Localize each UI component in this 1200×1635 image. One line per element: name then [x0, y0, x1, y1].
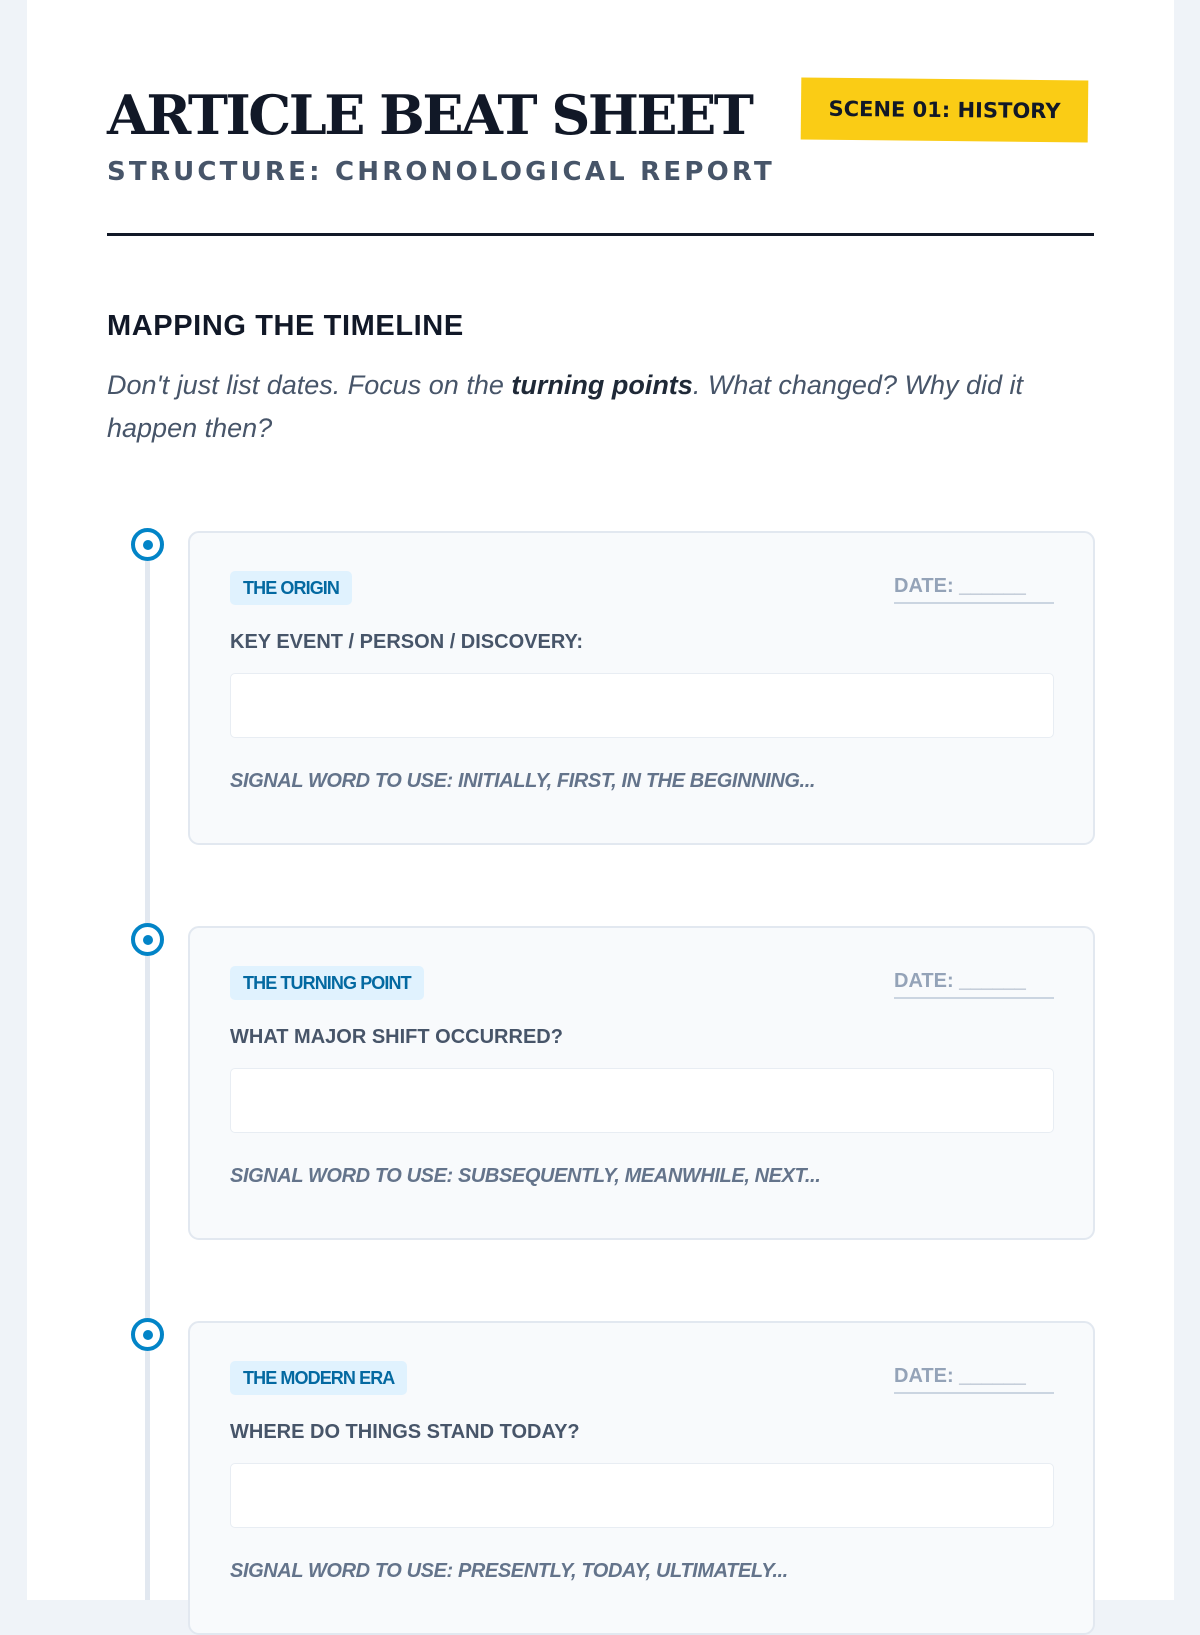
beat-prompt: KEY EVENT / PERSON / DISCOVERY: [230, 631, 584, 653]
intro-text-end: . What changed? Why did it happen then? [107, 370, 1023, 443]
section-intro [107, 364, 1097, 450]
beat-card-turning-point [188, 926, 1095, 1240]
timeline-line [145, 545, 150, 1600]
beat-prompt: WHERE DO THINGS STAND TODAY? [230, 1421, 580, 1443]
beat-answer-input[interactable] [230, 1463, 1054, 1528]
timeline-marker-icon [131, 528, 164, 561]
intro-emphasis: turning points [511, 370, 693, 400]
beat-sheet-page [27, 0, 1174, 1600]
header-divider [107, 233, 1094, 236]
beat-prompt: WHAT MAJOR SHIFT OCCURRED? [230, 1026, 563, 1048]
beat-answer-input[interactable] [230, 1068, 1054, 1133]
beat-signal-words: SIGNAL WORD TO USE: SUBSEQUENTLY, MEANWHILE, NEXT... [230, 1165, 821, 1187]
beat-date-field[interactable]: DATE: ______ [894, 573, 1054, 604]
beat-card-modern-era [188, 1321, 1095, 1635]
beat-stage-tag: THE TURNING POINT [230, 966, 424, 1000]
section-heading: MAPPING THE TIMELINE [107, 310, 464, 342]
beat-stage-tag: THE MODERN ERA [230, 1361, 407, 1395]
intro-text-start: Don't just list dates. Focus on the [107, 370, 512, 400]
page-subtitle: STRUCTURE: CHRONOLOGICAL REPORT [107, 157, 775, 187]
timeline-marker-icon [131, 1318, 164, 1351]
beat-date-field[interactable]: DATE: ______ [894, 968, 1054, 999]
beat-stage-tag: THE ORIGIN [230, 571, 352, 605]
beat-card-origin [188, 531, 1095, 845]
page-title: ARTICLE BEAT SHEET [107, 83, 752, 147]
timeline-marker-icon [131, 923, 164, 956]
beat-date-field[interactable]: DATE: ______ [894, 1363, 1054, 1394]
beat-signal-words: SIGNAL WORD TO USE: PRESENTLY, TODAY, ULTIMATELY... [230, 1560, 788, 1582]
beat-answer-input[interactable] [230, 673, 1054, 738]
scene-badge: SCENE 01: HISTORY [801, 77, 1089, 142]
beat-signal-words: SIGNAL WORD TO USE: INITIALLY, FIRST, IN THE BEGINNING... [230, 770, 816, 792]
